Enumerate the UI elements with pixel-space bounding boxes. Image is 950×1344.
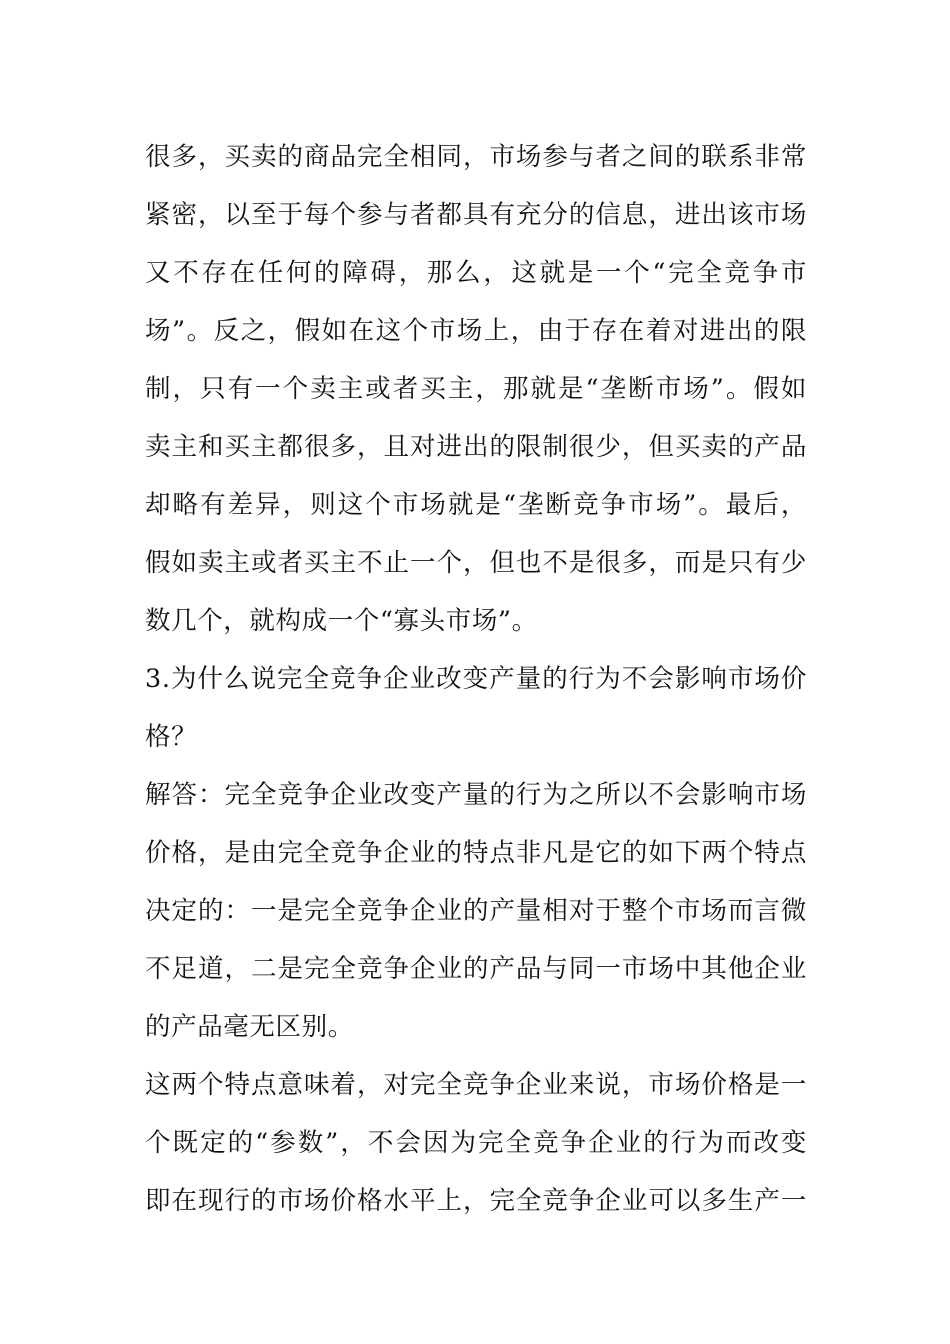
text-line: 制，只有一个卖主或者买主，那就是“垄断市场”。假如 — [145, 374, 807, 404]
text-line: 又不存在任何的障碍，那么，这就是一个“完全竞争市 — [145, 258, 807, 288]
text-line: 卖主和买主都很多，且对进出的限制很少，但买卖的产品 — [145, 432, 807, 462]
text-line: 这两个特点意味着，对完全竞争企业来说，市场价格是一 — [145, 1070, 807, 1100]
question-line: 格？ — [145, 722, 198, 752]
text-line: 假如卖主或者买主不止一个，但也不是很多，而是只有少 — [145, 548, 807, 578]
text-line: 却略有差异，则这个市场就是“垄断竞争市场”。最后， — [145, 490, 807, 520]
text-line: 数几个，就构成一个“寡头市场”。 — [145, 606, 538, 636]
answer-line: 解答：完全竞争企业改变产量的行为之所以不会影响市场 — [145, 780, 807, 810]
question-line: 3.为什么说完全竞争企业改变产量的行为不会影响市场价 — [145, 664, 807, 694]
document-body — [145, 128, 807, 1230]
text-line: 场”。反之，假如在这个市场上，由于存在着对进出的限 — [145, 316, 807, 346]
answer-line: 价格，是由完全竞争企业的特点非凡是它的如下两个特点 — [145, 838, 807, 868]
text-line: 个既定的“参数”，不会因为完全竞争企业的行为而改变 — [145, 1128, 807, 1158]
answer-line: 决定的：一是完全竞争企业的产量相对于整个市场而言微 — [145, 896, 807, 926]
text-line: 即在现行的市场价格水平上，完全竞争企业可以多生产一 — [145, 1186, 807, 1216]
answer-line: 不足道，二是完全竞争企业的产品与同一市场中其他企业 — [145, 954, 807, 984]
text-line: 紧密，以至于每个参与者都具有充分的信息，进出该市场 — [145, 200, 807, 230]
text-line: 很多，买卖的商品完全相同，市场参与者之间的联系非常 — [145, 142, 807, 172]
answer-line: 的产品毫无区别。 — [145, 1012, 354, 1042]
